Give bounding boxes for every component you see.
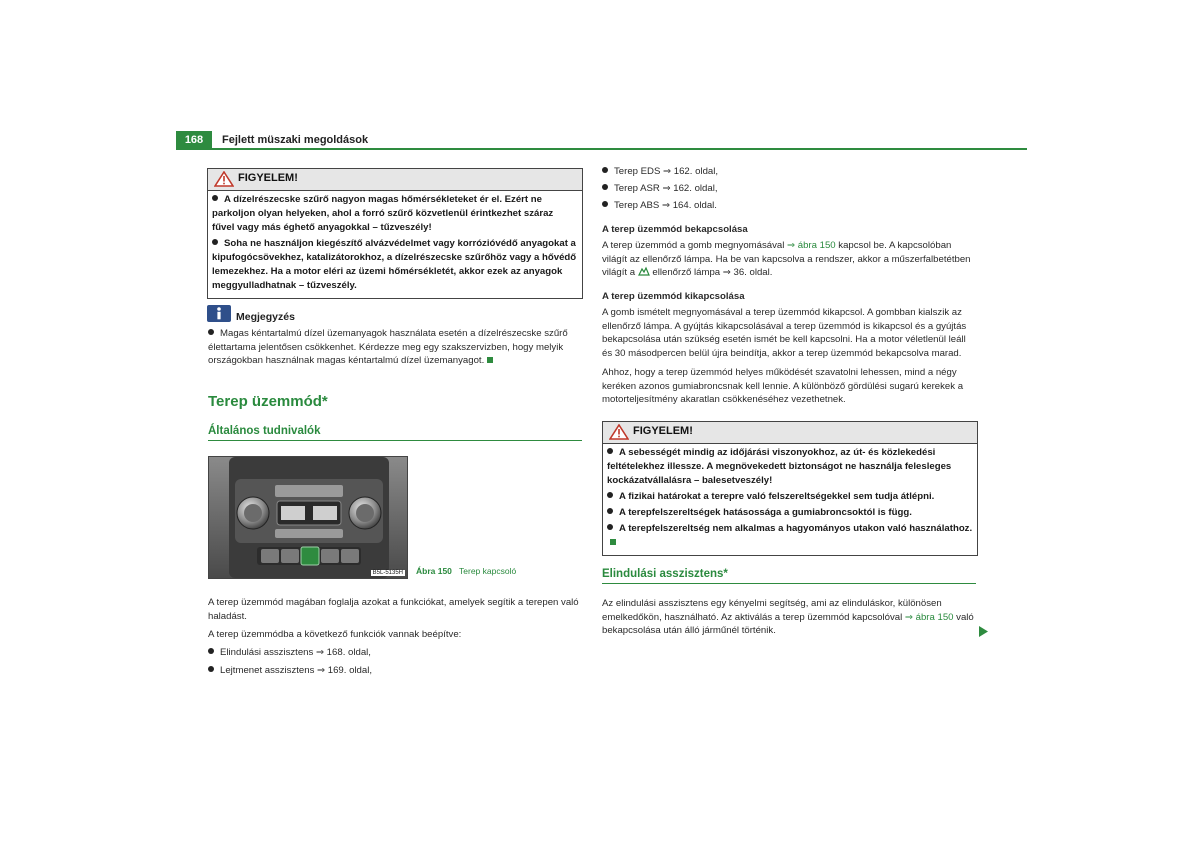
- info-icon: [207, 305, 231, 322]
- assist-rule: [602, 583, 976, 584]
- bullet-icon: [208, 666, 214, 672]
- bullet-icon: [602, 201, 608, 207]
- page-number: 168: [176, 131, 212, 149]
- warning-item: A terepfelszereltség nem alkalmas a hagyományos utakon való használathoz.: [607, 522, 973, 550]
- figure-terrain-switch: [208, 456, 408, 579]
- list-item: Terep EDS ⇒ 162. oldal,: [602, 165, 718, 179]
- bullet-icon: [208, 648, 214, 654]
- list-item: Elindulási asszisztens ⇒ 168. oldal,: [208, 646, 371, 660]
- chapter-title: Fejlett müszaki megoldások: [222, 134, 369, 146]
- warning-box-dpf: [207, 168, 583, 299]
- end-marker-icon: [610, 539, 616, 545]
- on-text: A terep üzemmód a gomb megnyomásával ⇒ ábra 150 kapcsol be. A kapcsolóban világít az ellenőrző lámpa. Ha be van kapcsolva a rendszer, akkor a műszerfalbetétben világít a ellenőrző lámpa ⇒ 36. oldal.: [602, 240, 971, 279]
- on-title: A terep üzemmód bekapcsolása: [602, 224, 748, 235]
- subsection-title: Általános tudnivalók: [208, 425, 321, 437]
- warning-header: [603, 422, 977, 444]
- para-intro: A terep üzemmód magában foglalja azokat a funkciókat, amelyek segítik a terepen való haladást.: [208, 597, 579, 622]
- warning-box-terrain: [602, 421, 978, 556]
- warning-title: FIGYELEM!: [238, 172, 298, 184]
- warning-item: Soha ne használjon kiegészítő alvázvédelmet vagy korrózióvédő anyagokat a kipufogócsövekhez, katalizátorokhoz, a dízelrészecske szűrőhöz vagy a hővédő lemezekhez. Ha a motor eléri az üzemi hőmérsékletét, akkor ezek az anyagok meggyulladhatnak – tűzveszély.: [212, 238, 577, 291]
- figure-link[interactable]: ⇒ ábra 150: [904, 611, 954, 623]
- list-item: Terep ABS ⇒ 164. oldal.: [602, 199, 717, 213]
- figure-code: B5L-5135H: [372, 570, 403, 576]
- warning-title: FIGYELEM!: [633, 425, 693, 437]
- warning-item: A terepfelszereltségek hatásossága a gumiabroncsoktól is függ.: [607, 506, 973, 520]
- continue-arrow-icon: [979, 624, 988, 642]
- bullet-icon: [208, 329, 214, 335]
- header-rule: [176, 148, 1027, 150]
- off-title: A terep üzemmód kikapcsolása: [602, 291, 745, 302]
- assist-title: Elindulási asszisztens*: [602, 568, 728, 580]
- list-item: Terep ASR ⇒ 162. oldal,: [602, 182, 718, 196]
- end-marker-icon: [487, 357, 493, 363]
- assist-text: Az elindulási asszisztens egy kényelmi segítség, ami az elinduláskor, különösen emelkedőkön, használható. Az aktiválás a terep üzemmód kapcsolóval ⇒ ábra 150 való bekapcsolása után álló járműnél történik.: [602, 598, 974, 637]
- warning-triangle-icon: [214, 171, 234, 187]
- off-text: A gomb ismételt megnyomásával a terep üzemmód kikapcsol. A gombban kialszik az ellenőrző lámpa. A gyújtás kikapcsolásával a terep üzemmód is kikapcsol és a gyújtás bekapcsolása után szükség esetén ismét be kell kapcsolni. Ha a motor véletlenül leáll és 30 másodpercen belül újra beindítja, akkor a terep üzemmód bekapcsolva marad.: [602, 307, 967, 359]
- warning-triangle-icon: [609, 424, 629, 440]
- section-title: Terep üzemmód*: [208, 393, 328, 410]
- figure-link[interactable]: ⇒ ábra 150: [787, 240, 836, 251]
- warning-header: [208, 169, 582, 191]
- figure-caption: Ábra 150 Terep kapcsoló: [416, 566, 517, 576]
- warning-item: A dízelrészecske szűrő nagyon magas hőmérsékleteket ér el. Ezért ne parkoljon olyan helyeken, ahol a forró szűrő közvetlenül érintkezhet száraz fűvel vagy más éghető anyagokkal – tűzveszély!: [212, 194, 554, 233]
- warning-item: A sebességét mindig az időjárási viszonyokhoz, az út- és közlekedési feltételekhez illessze. A megnövekedett biztonságot ne használja felesleges kockázatvállalásra – balesetveszély!: [607, 447, 952, 486]
- bullet-icon: [607, 524, 613, 530]
- bullet-icon: [602, 184, 608, 190]
- note-text: Magas kéntartalmú dízel üzemanyagok használata esetén a dízelrészecske szűrő élettartama jelentősen csökkenhet. Kérdezze meg egy szakszervizben, hogy melyik országokban használnak magas kéntartalmú dízel üzemanyagot.: [208, 328, 568, 367]
- bullet-icon: [607, 492, 613, 498]
- terrain-lamp-icon: [638, 266, 650, 276]
- subsection-rule: [208, 440, 582, 441]
- bullet-icon: [212, 239, 218, 245]
- warning-item: A fizikai határokat a terepre való felszereltségekkel sem tudja átlépni.: [607, 490, 973, 504]
- list-item: Lejtmenet asszisztens ⇒ 169. oldal,: [208, 664, 372, 678]
- bullet-icon: [212, 195, 218, 201]
- bullet-icon: [602, 167, 608, 173]
- para-tyres: Ahhoz, hogy a terep üzemmód helyes működését szavatolni lehessen, mind a négy keréken azonos gumiabroncsnak kell lennie. A különböző gördülési sugarú kerekek a motorteljesítmény akaratlan csökkenéséhez vezethetnek.: [602, 367, 964, 406]
- para-functions: A terep üzemmódba a következő funkciók vannak beépítve:: [208, 629, 462, 640]
- bullet-icon: [607, 508, 613, 514]
- note-title: Megjegyzés: [236, 311, 295, 323]
- bullet-icon: [607, 448, 613, 454]
